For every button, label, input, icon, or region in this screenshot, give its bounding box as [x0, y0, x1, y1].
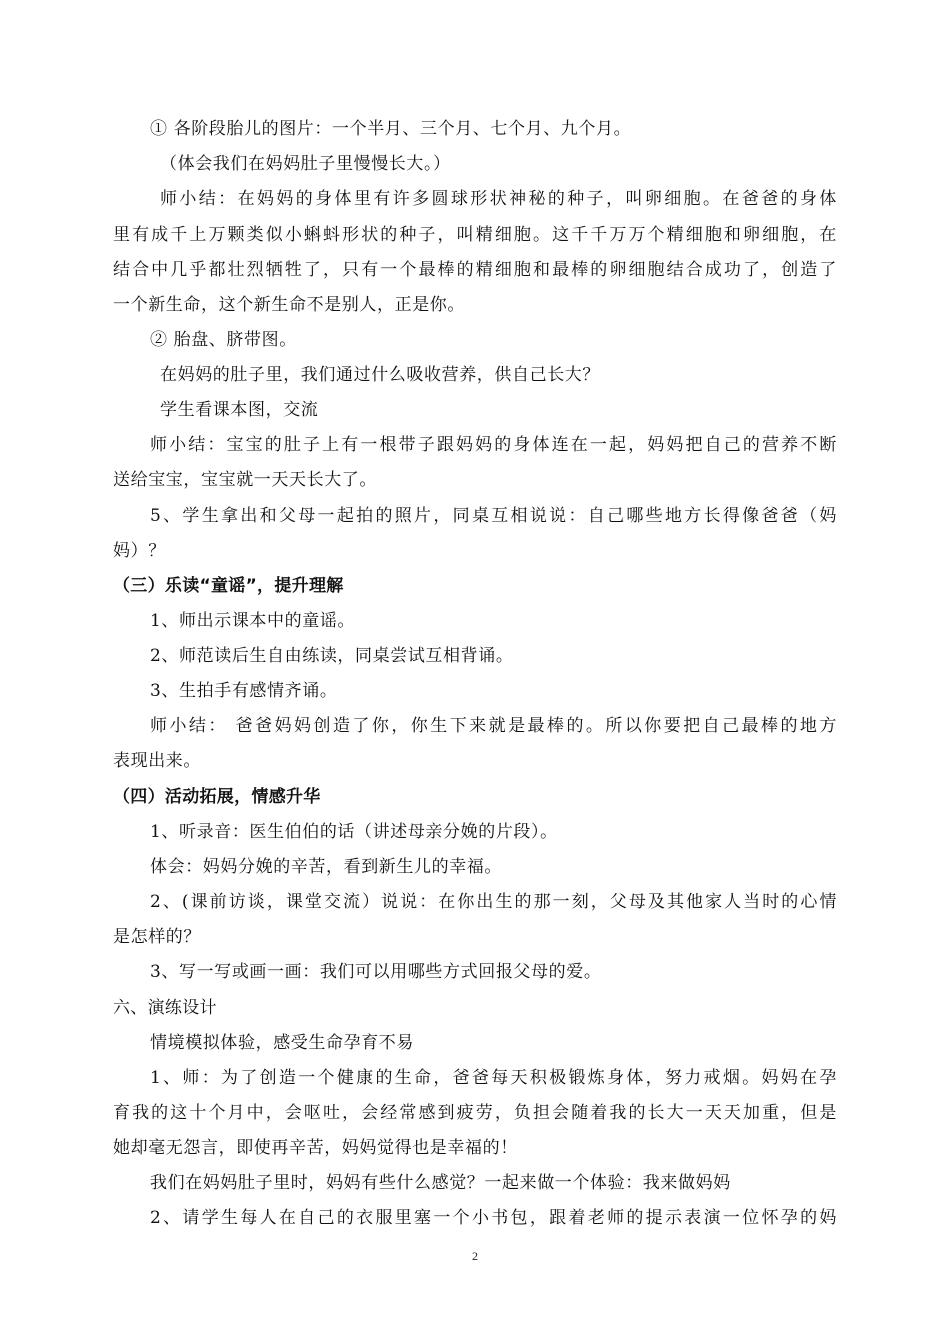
text-line: 表现出来。	[113, 751, 201, 771]
text-line: 一个新生命，这个新生命不是别人，正是你。	[113, 295, 465, 315]
section-heading: （四）活动拓展，情感升华	[113, 787, 321, 807]
text-line: 体会：妈妈分娩的辛苦，看到新生儿的幸福。	[150, 857, 502, 877]
text-line: 妈）？	[113, 541, 166, 561]
text-line: 3、写一写或画一画：我们可以用哪些方式回报父母的爱。	[150, 962, 602, 982]
text-line: 5、学生拿出和父母一起拍的照片，同桌互相说说：自己哪些地方长得像爸爸（妈	[150, 506, 837, 526]
text-line: 3、生拍手有感情齐诵。	[150, 681, 338, 701]
text-line: ② 胎盘、脐带图。	[150, 330, 297, 350]
text-line: 1、师出示课本中的童谣。	[150, 611, 356, 631]
text-line: 2、师范读后生自由练读，同桌尝试互相背诵。	[150, 646, 514, 666]
text-line: 师小结： 爸爸妈妈创造了你，你生下来就是最棒的。所以你要把自己最棒的地方	[150, 716, 837, 736]
text-line: 在妈妈的肚子里，我们通过什么吸收营养，供自己长大？	[160, 365, 600, 385]
text-line: 2、请学生每人在自己的衣服里塞一个小书包，跟着老师的提示表演一位怀孕的妈	[150, 1208, 837, 1228]
text-line: 2、(课前访谈，课堂交流）说说：在你出生的那一刻，父母及其他家人当时的心情	[150, 892, 837, 912]
section-title: 六、演练设计	[113, 998, 217, 1018]
text-line: 1、听录音：医生伯伯的话（讲述母亲分娩的片段）。	[150, 822, 558, 842]
text-line: 送给宝宝，宝宝就一天天长大了。	[113, 470, 377, 490]
text-line: 她却毫无怨言，即使再辛苦，妈妈觉得也是幸福的！	[113, 1138, 518, 1158]
page-number: 2	[472, 1249, 478, 1263]
section-heading: （三）乐读“童谣”，提升理解	[113, 576, 344, 596]
text-line: 是怎样的？	[113, 927, 201, 947]
text-line: 里有成千上万颗类似小蝌蚪形状的种子，叫精细胞。这千千万万个精细胞和卵细胞，在	[113, 225, 837, 245]
text-line: 结合中几乎都壮烈牺牲了，只有一个最棒的精细胞和最棒的卵细胞结合成功了，创造了	[113, 260, 837, 280]
text-line: （体会我们在妈妈肚子里慢慢长大。）	[160, 154, 451, 174]
text-line: 情境模拟体验，感受生命孕育不易	[150, 1033, 414, 1053]
text-line: 学生看课本图，交流	[160, 400, 319, 420]
text-line: 育我的这十个月中，会呕吐，会经常感到疲劳，负担会随着我的长大一天天加重，但是	[113, 1103, 837, 1123]
text-line: 师小结：宝宝的肚子上有一根带子跟妈妈的身体连在一起，妈妈把自己的营养不断	[150, 435, 837, 455]
text-line: 师小结：在妈妈的身体里有许多圆球形状神秘的种子，叫卵细胞。在爸爸的身体	[160, 189, 837, 209]
text-line: 我们在妈妈肚子里时，妈妈有些什么感觉？一起来做一个体验：我来做妈妈	[150, 1173, 731, 1193]
text-line: ① 各阶段胎儿的图片：一个半月、三个月、七个月、九个月。	[150, 119, 632, 139]
text-line: 1、师：为了创造一个健康的生命，爸爸每天积极锻炼身体，努力戒烟。妈妈在孕	[150, 1068, 837, 1088]
